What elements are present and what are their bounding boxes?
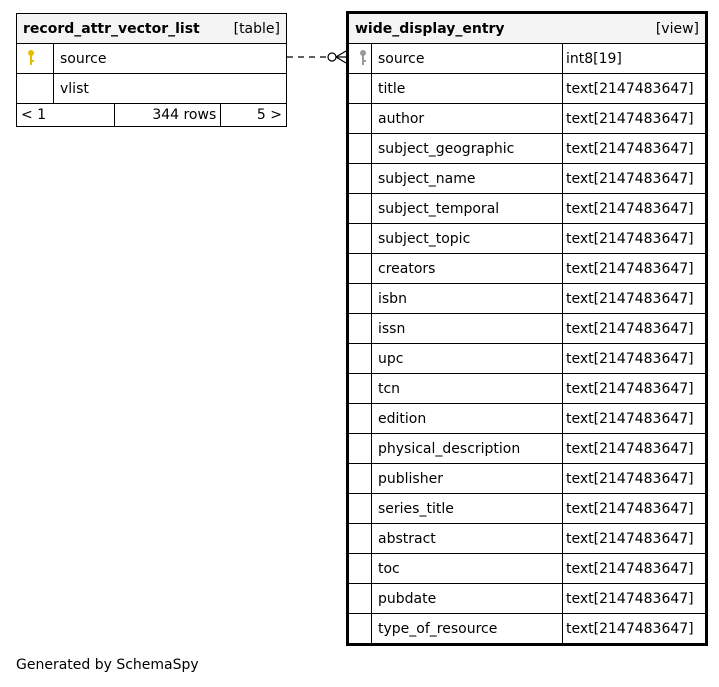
column-type: text[2147483647]: [563, 464, 707, 494]
nav-children-link[interactable]: 5 >: [256, 107, 282, 123]
column-name[interactable]: source: [54, 44, 287, 74]
column-type: text[2147483647]: [563, 254, 707, 284]
column-row[interactable]: [348, 134, 707, 164]
key-cell: [348, 104, 372, 134]
column-name[interactable]: physical_description: [372, 434, 563, 464]
column-row[interactable]: [348, 374, 707, 404]
column-row[interactable]: [17, 44, 287, 74]
column-name[interactable]: subject_temporal: [372, 194, 563, 224]
table-header: [348, 13, 707, 44]
column-row[interactable]: [348, 524, 707, 554]
column-type: text[2147483647]: [563, 524, 707, 554]
key-cell: [348, 164, 372, 194]
table-nav-cell: [17, 104, 287, 127]
column-row[interactable]: [348, 614, 707, 645]
column-row[interactable]: [348, 314, 707, 344]
column-type: text[2147483647]: [563, 494, 707, 524]
column-row[interactable]: [17, 74, 287, 104]
key-cell: [348, 224, 372, 254]
footer-generated-by: Generated by SchemaSpy: [16, 657, 199, 673]
key-icon: [358, 49, 368, 67]
key-cell: [17, 44, 54, 74]
key-cell: [348, 404, 372, 434]
row-count: 344 rows: [115, 104, 221, 126]
table-header-cell: [348, 13, 707, 44]
column-name[interactable]: isbn: [372, 284, 563, 314]
column-row[interactable]: [348, 404, 707, 434]
key-cell: [348, 134, 372, 164]
column-type: text[2147483647]: [563, 134, 707, 164]
column-name[interactable]: title: [372, 74, 563, 104]
zero-cardinality-marker: [328, 53, 336, 61]
column-name[interactable]: edition: [372, 404, 563, 434]
key-cell: [348, 44, 372, 74]
key-cell: [17, 74, 54, 104]
key-cell: [348, 554, 372, 584]
key-cell: [348, 614, 372, 645]
many-cardinality-marker-bottom: [336, 57, 346, 63]
column-type: text[2147483647]: [563, 344, 707, 374]
column-row[interactable]: [348, 284, 707, 314]
column-row[interactable]: [348, 164, 707, 194]
key-cell: [348, 524, 372, 554]
column-row[interactable]: [348, 254, 707, 284]
table-type: [view]: [655, 20, 699, 37]
column-type: text[2147483647]: [563, 434, 707, 464]
key-cell: [348, 284, 372, 314]
column-name[interactable]: toc: [372, 554, 563, 584]
table-record-attr-vector-list[interactable]: [16, 13, 287, 127]
table-nav: [17, 104, 286, 126]
column-row[interactable]: [348, 224, 707, 254]
column-name[interactable]: upc: [372, 344, 563, 374]
column-type: int8[19]: [563, 44, 707, 74]
column-name[interactable]: issn: [372, 314, 563, 344]
key-cell: [348, 254, 372, 284]
primary-key-icon: [26, 49, 36, 67]
column-row[interactable]: [348, 464, 707, 494]
column-type: text[2147483647]: [563, 374, 707, 404]
many-cardinality-marker-top: [336, 51, 346, 57]
column-name[interactable]: publisher: [372, 464, 563, 494]
column-name[interactable]: subject_topic: [372, 224, 563, 254]
column-row[interactable]: [348, 104, 707, 134]
table-type: [table]: [233, 20, 280, 37]
key-cell: [348, 194, 372, 224]
column-type: text[2147483647]: [563, 614, 707, 645]
key-cell: [348, 344, 372, 374]
key-cell: [348, 584, 372, 614]
table-header-cell: [17, 14, 287, 44]
column-row[interactable]: [348, 584, 707, 614]
key-cell: [348, 434, 372, 464]
column-type: text[2147483647]: [563, 284, 707, 314]
table-name[interactable]: record_attr_vector_list: [23, 20, 200, 37]
key-cell: [348, 374, 372, 404]
column-row[interactable]: [348, 554, 707, 584]
column-type: text[2147483647]: [563, 74, 707, 104]
table-header: [17, 14, 287, 44]
column-name[interactable]: series_title: [372, 494, 563, 524]
table-wide-display-entry[interactable]: [346, 11, 708, 646]
column-type: text[2147483647]: [563, 164, 707, 194]
column-name[interactable]: vlist: [54, 74, 287, 104]
column-type: text[2147483647]: [563, 584, 707, 614]
column-type: text[2147483647]: [563, 554, 707, 584]
nav-parents-link[interactable]: < 1: [17, 104, 115, 126]
column-row[interactable]: [348, 434, 707, 464]
column-name[interactable]: abstract: [372, 524, 563, 554]
key-cell: [348, 494, 372, 524]
column-name[interactable]: type_of_resource: [372, 614, 563, 645]
table-name[interactable]: wide_display_entry: [355, 20, 505, 37]
column-type: text[2147483647]: [563, 314, 707, 344]
column-name[interactable]: creators: [372, 254, 563, 284]
column-row[interactable]: [348, 74, 707, 104]
column-name[interactable]: subject_name: [372, 164, 563, 194]
column-name[interactable]: subject_geographic: [372, 134, 563, 164]
column-row[interactable]: [348, 344, 707, 374]
column-name[interactable]: author: [372, 104, 563, 134]
column-name[interactable]: tcn: [372, 374, 563, 404]
key-cell: [348, 74, 372, 104]
column-type: text[2147483647]: [563, 194, 707, 224]
column-type: text[2147483647]: [563, 224, 707, 254]
column-row[interactable]: [348, 194, 707, 224]
table-nav-row: [17, 104, 287, 127]
key-cell: [348, 464, 372, 494]
column-row[interactable]: [348, 494, 707, 524]
column-type: text[2147483647]: [563, 404, 707, 434]
key-cell: [348, 314, 372, 344]
column-row[interactable]: [348, 44, 707, 74]
column-type: text[2147483647]: [563, 104, 707, 134]
column-name[interactable]: pubdate: [372, 584, 563, 614]
column-name[interactable]: source: [372, 44, 563, 74]
